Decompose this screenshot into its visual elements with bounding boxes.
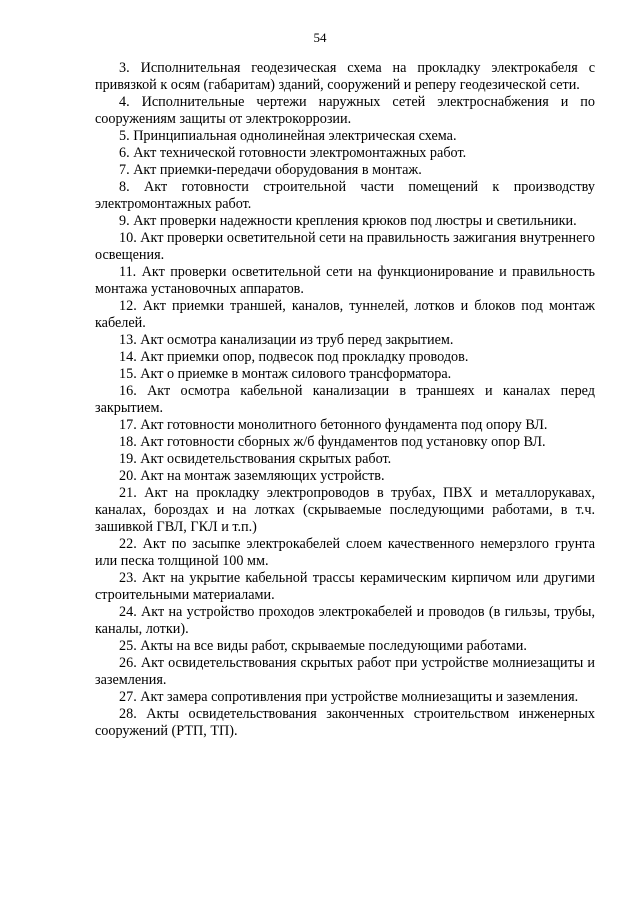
list-item: 14. Акт приемки опор, подвесок под прокладку проводов. bbox=[119, 349, 469, 365]
list-item: 25. Акты на все виды работ, скрываемые последующими работами. bbox=[119, 638, 527, 654]
list-item: 11. Акт проверки осветительной сети на функционирование и правильность монтажа установочных аппаратов. bbox=[95, 264, 595, 297]
list-item: 24. Акт на устройство проходов электрокабелей и проводов (в гильзы, трубы, каналы, лотки). bbox=[95, 604, 595, 637]
list-item: 20. Акт на монтаж заземляющих устройств. bbox=[119, 468, 385, 484]
list-item: 28. Акты освидетельствования законченных строительством инженерных сооружений (РТП, ТП). bbox=[95, 706, 595, 739]
list-item: 4. Исполнительные чертежи наружных сетей электроснабжения и по сооружениям защиты от электрокоррозии. bbox=[95, 94, 595, 127]
list-item: 22. Акт по засыпке электрокабелей слоем качественного немерзлого грунта или песка толщиной 100 мм. bbox=[95, 536, 595, 569]
list-item: 26. Акт освидетельствования скрытых работ при устройстве молниезащиты и заземления. bbox=[95, 655, 595, 688]
page-number: 54 bbox=[313, 30, 327, 45]
list-item: 23. Акт на укрытие кабельной трассы керамическим кирпичом или другими строительными материалами. bbox=[95, 570, 595, 603]
list-item: 18. Акт готовности сборных ж/б фундаментов под установку опор ВЛ. bbox=[119, 434, 546, 450]
list-item: 17. Акт готовности монолитного бетонного фундамента под опору ВЛ. bbox=[119, 417, 548, 433]
list-item: 5. Принципиальная однолинейная электрическая схема. bbox=[119, 128, 457, 144]
document-body bbox=[95, 60, 595, 740]
list-item: 19. Акт освидетельствования скрытых работ. bbox=[119, 451, 392, 467]
list-item: 10. Акт проверки осветительной сети на правильность зажигания внутреннего освещения. bbox=[95, 230, 595, 263]
list-item: 8. Акт готовности строительной части помещений к производству электромонтажных работ. bbox=[95, 179, 595, 212]
list-item: 3. Исполнительная геодезическая схема на прокладку электрокабеля с привязкой к осям (габаритам) зданий, сооружений и реперу геодезической сети. bbox=[95, 60, 595, 93]
list-item: 12. Акт приемки траншей, каналов, туннелей, лотков и блоков под монтаж кабелей. bbox=[95, 298, 595, 331]
list-item: 15. Акт о приемке в монтаж силового трансформатора. bbox=[119, 366, 452, 382]
list-item: 21. Акт на прокладку электропроводов в трубах, ПВХ и металлорукавах, каналах, бороздах и на лотках (скрываемые последующими работами, в т.ч. зашивкой ГВЛ, ГКЛ и т.п.) bbox=[95, 485, 595, 535]
list-item: 13. Акт осмотра канализации из труб перед закрытием. bbox=[119, 332, 454, 348]
list-item: 6. Акт технической готовности электромонтажных работ. bbox=[119, 145, 467, 161]
list-item: 16. Акт осмотра кабельной канализации в траншеях и каналах перед закрытием. bbox=[95, 383, 595, 416]
list-item: 7. Акт приемки-передачи оборудования в монтаж. bbox=[119, 162, 422, 178]
list-item: 9. Акт проверки надежности крепления крюков под люстры и светильники. bbox=[119, 213, 577, 229]
list-item: 27. Акт замера сопротивления при устройстве молниезащиты и заземления. bbox=[119, 689, 579, 705]
